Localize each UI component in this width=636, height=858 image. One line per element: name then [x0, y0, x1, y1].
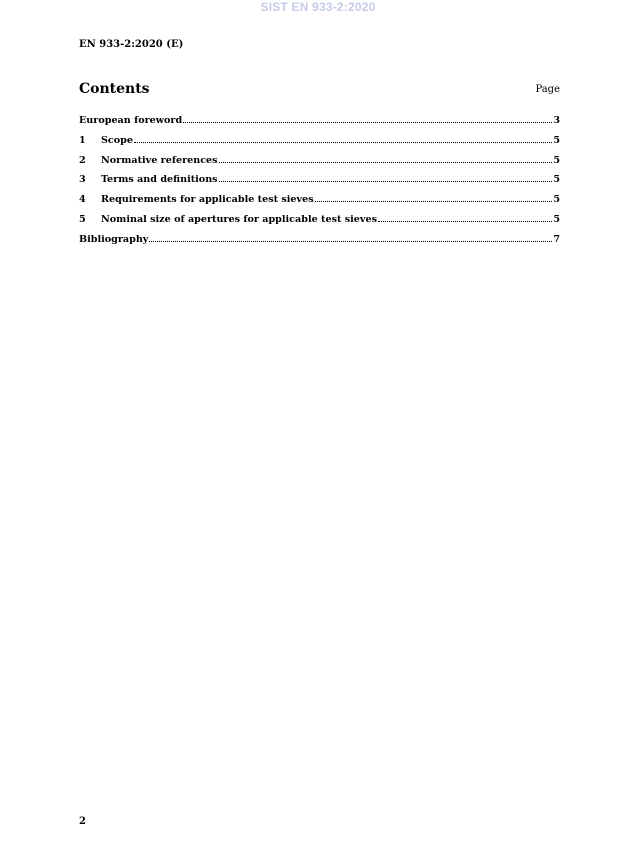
toc-entry-title: Terms and definitions — [101, 174, 218, 186]
toc-leader-dots — [219, 154, 553, 163]
toc-entry-title: Requirements for applicable test sieves — [101, 194, 314, 206]
toc-entry-requirements[interactable] — [79, 193, 560, 213]
toc-leader-dots — [183, 114, 552, 123]
page-column-label: Page — [535, 84, 560, 95]
toc-entry-title: Nominal size of apertures for applicable test sieves — [101, 213, 377, 225]
toc-entry-number: 3 — [79, 174, 86, 186]
toc-entry-page: 5 — [553, 134, 560, 146]
toc-entry-nominal-size[interactable] — [79, 213, 560, 233]
toc-entry-page: 5 — [553, 174, 560, 186]
toc-entry-scope[interactable] — [79, 134, 560, 154]
toc-entry-title: European foreword — [79, 115, 183, 126]
toc-entry-number: 2 — [79, 154, 86, 166]
toc-entry-title: Normative references — [101, 154, 218, 166]
toc-entry-page: 5 — [553, 154, 560, 166]
toc-entry-title: Bibliography — [79, 233, 149, 245]
document-identifier: EN 933-2:2020 (E) — [79, 39, 184, 50]
page-number: 2 — [79, 816, 86, 827]
toc-entry-normative-references[interactable] — [79, 154, 560, 174]
toc-entry-page: 5 — [553, 213, 560, 225]
toc-leader-dots — [149, 233, 552, 242]
toc-entry-number: 4 — [79, 194, 86, 206]
toc-entry-title: Scope — [101, 134, 133, 146]
toc-leader-dots — [134, 134, 552, 143]
toc-entry-bibliography[interactable] — [79, 233, 560, 253]
toc-leader-dots — [219, 173, 553, 182]
table-of-contents — [79, 114, 560, 253]
toc-leader-dots — [315, 193, 553, 202]
toc-entry-page: 3 — [553, 115, 560, 126]
watermark: SIST EN 933-2:2020 — [260, 0, 376, 14]
toc-entry-terms-and-definitions[interactable] — [79, 173, 560, 193]
toc-entry-european-foreword[interactable] — [79, 114, 560, 134]
toc-entry-number: 5 — [79, 213, 86, 225]
toc-entry-page: 7 — [553, 233, 560, 245]
toc-entry-page: 5 — [553, 194, 560, 206]
toc-entry-number: 1 — [79, 134, 86, 146]
contents-heading: Contents — [79, 81, 150, 97]
toc-leader-dots — [378, 213, 552, 222]
